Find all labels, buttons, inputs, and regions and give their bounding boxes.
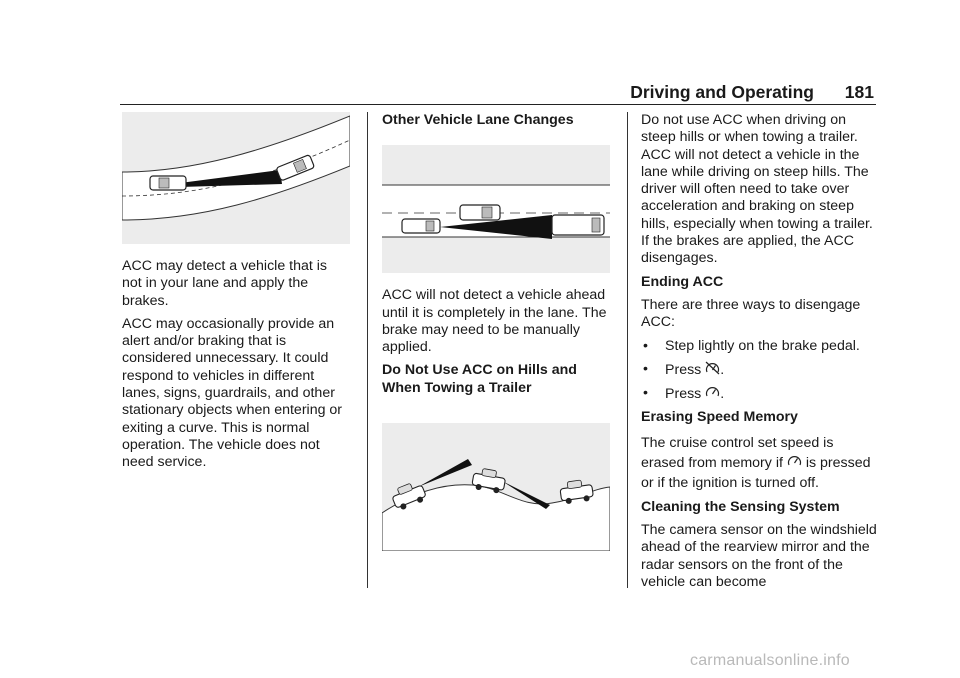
bullet-3-text: Press [665, 386, 702, 403]
bullet-item-2: • Press . [641, 361, 881, 379]
curve-detection-illustration [122, 112, 350, 244]
page-header [120, 82, 876, 105]
col3-paragraph-1: Do not use ACC when driving on steep hills or when towing a trailer. ACC will not detect a vehicle in the lane while driving on steep hills. The driver will often need to take over acceleration and braking on steep hills, especially when towing a trailer. If the brakes are applied, the ACC disengages. [641, 112, 873, 267]
section-title: Driving and Operating [630, 82, 814, 102]
col3-paragraph-4: The camera sensor on the windshield ahead of the rearview mirror and the radar sensors on the front of the vehicle can become [641, 522, 877, 590]
para3-line1: The cruise control set speed is [641, 434, 834, 451]
cruise-power-icon [705, 385, 720, 399]
van-ahead [552, 215, 604, 235]
column-2 [382, 112, 614, 551]
heading-ending-acc: Ending ACC [641, 273, 724, 290]
heading-erasing-speed-memory: Erasing Speed Memory [641, 409, 798, 426]
heading-hills-trailer: Do Not Use ACC on Hills and When Towing a Trailer [382, 362, 577, 396]
col2-paragraph-1: ACC will not detect a vehicle ahead until it is completely in the lane. The brake may need to be manually applied. [382, 287, 607, 356]
heading-other-vehicle-lane-changes: Other Vehicle Lane Changes [382, 112, 574, 128]
page-number: 181 [844, 82, 874, 102]
col1-paragraph-1: ACC may detect a vehicle that is not in your lane and apply the brakes. [122, 258, 328, 309]
bullet-item-3: • Press . [641, 385, 881, 403]
col3-paragraph-3 [641, 433, 881, 493]
bullet-2-text: Press [665, 361, 702, 378]
column-divider-1 [367, 112, 368, 588]
column-3 [641, 112, 881, 597]
car-own [150, 176, 186, 190]
cruise-power-icon-inline [787, 454, 802, 468]
cruise-cancel-icon [705, 361, 720, 375]
column-divider-2 [627, 112, 628, 588]
col3-paragraph-2: There are three ways to disengage ACC: [641, 296, 861, 331]
car-own [402, 219, 440, 233]
bullet-1-text: Step lightly on the brake pedal. [665, 337, 860, 354]
hills-illustration [382, 423, 610, 551]
car-changing-lane [460, 205, 500, 220]
col1-paragraph-2: ACC may occasionally provide an alert and/or braking that is considered unnecessary. It could respond to vehicles in different lanes, signs, guardrails, and other stationary objects when entering or exiting a curve. This is normal operation. The vehicle does not need service. [122, 315, 343, 471]
para3-b: is pressed or if the ignition is turned off. [641, 454, 871, 491]
footer-watermark: carmanualsonline.info [690, 652, 850, 669]
bullet-item-1 [641, 338, 881, 355]
para3-a: erased from memory if [641, 454, 783, 471]
column-1 [122, 112, 350, 478]
lane-change-illustration [382, 145, 610, 273]
heading-cleaning-sensing-system: Cleaning the Sensing System [641, 498, 840, 515]
